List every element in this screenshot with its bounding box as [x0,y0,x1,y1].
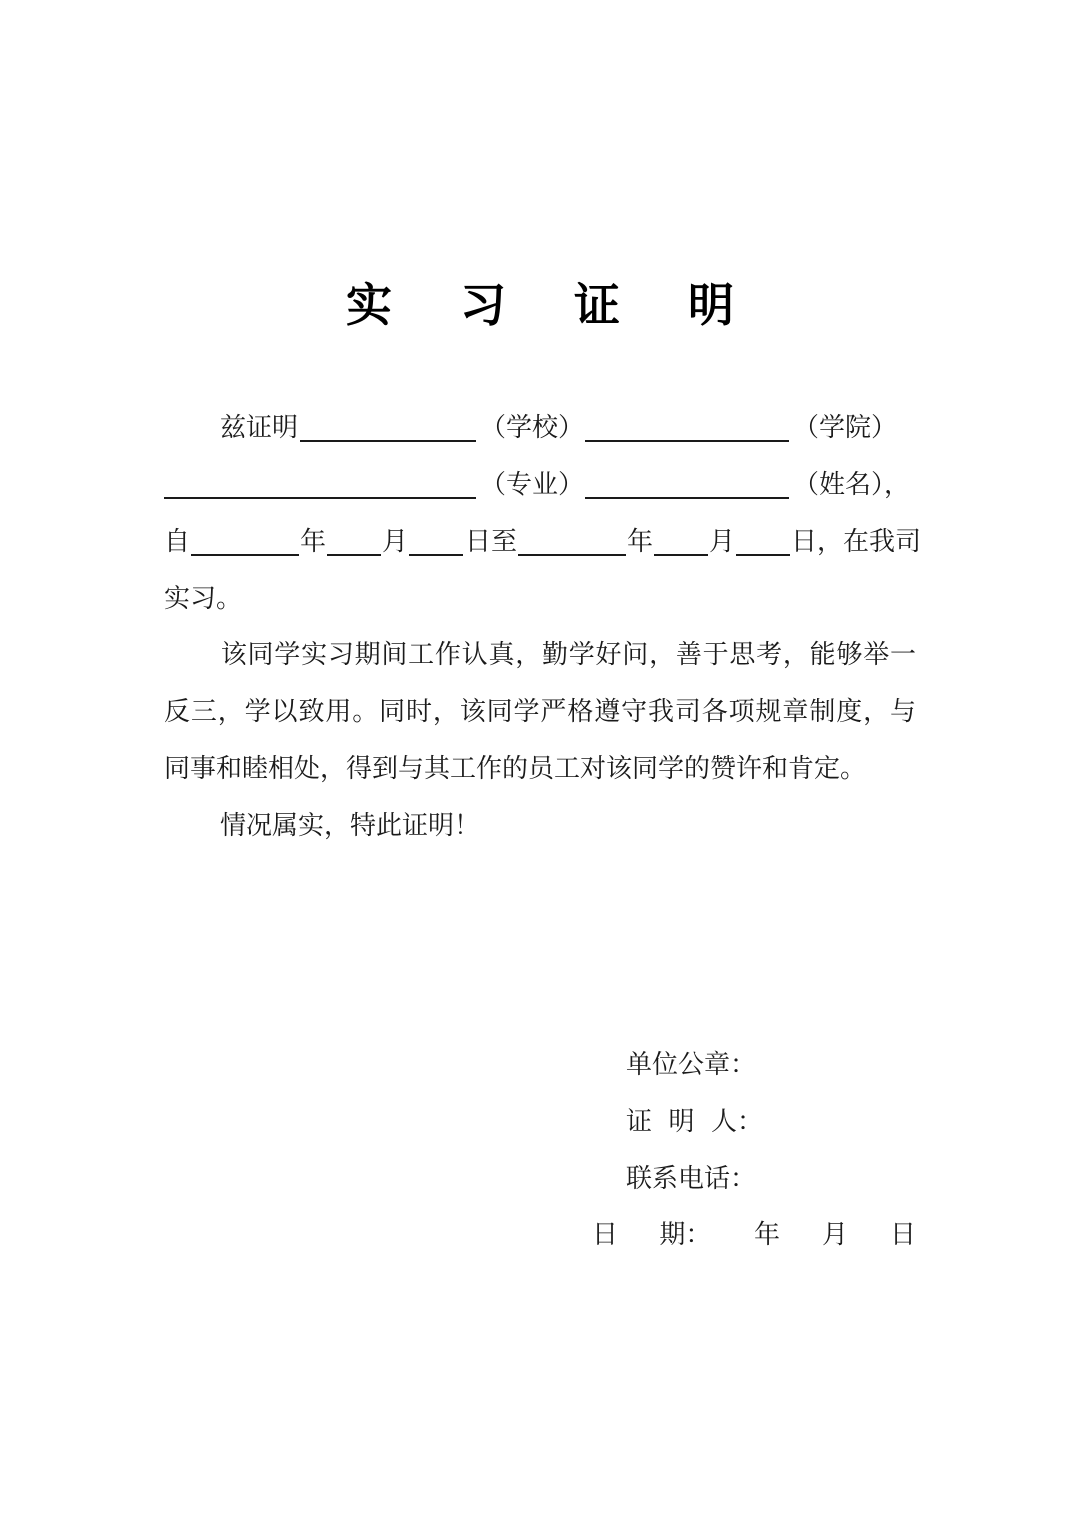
certificate-line-2 [0,465,1080,505]
end-day-blank[interactable] [736,554,790,556]
school-label: （学校） [480,413,585,443]
name-label: （姓名）， [793,470,911,500]
major-label: （专业） [480,470,585,500]
start-month-blank[interactable] [327,554,381,556]
end-month-blank[interactable] [654,554,708,556]
closing-paragraph [164,798,916,855]
end-month-label: 月 [709,527,736,557]
evaluation-paragraph [164,627,916,798]
certificate-line-3 [0,522,1080,562]
date-day-label: 日 [890,1220,917,1250]
school-blank[interactable] [300,440,476,442]
date-label: 日 期： [592,1220,712,1250]
from-text: 自 [164,527,191,557]
date-month-label: 月 [822,1220,849,1250]
document-title: 实 习 证 明 [345,278,761,332]
evaluation-text: 该同学实习期间工作认真，勤学好问，善于思考，能够举一反三，学以致用。同时，该同学严格遵守我司各项规章制度，与同事和睦相处，得到与其工作的员工对该同学的赞许和肯定。 [164,640,916,784]
start-day-blank[interactable] [409,554,463,556]
certifier-label: 证 明 人： [626,1107,764,1137]
end-year-blank[interactable] [518,554,626,556]
closing-text: 情况属实，特此证明！ [220,811,481,841]
major-blank[interactable] [164,497,476,499]
college-label: （学院） [793,413,898,443]
end-day-label: 日，在我司 [791,527,922,557]
start-month-label: 月 [382,527,409,557]
start-year-label: 年 [300,527,327,557]
college-blank[interactable] [585,440,789,442]
internship-text: 实习。 [164,584,243,614]
date-year-label: 年 [754,1220,781,1250]
end-year-label: 年 [627,527,654,557]
start-year-blank[interactable] [191,554,299,556]
seal-label: 单位公章： [626,1050,757,1080]
name-blank[interactable] [585,497,789,499]
lead-text: 兹证明 [220,413,299,443]
certificate-line-1 [0,408,1080,448]
to-text: 日至 [465,527,518,557]
phone-label: 联系电话： [626,1164,757,1194]
